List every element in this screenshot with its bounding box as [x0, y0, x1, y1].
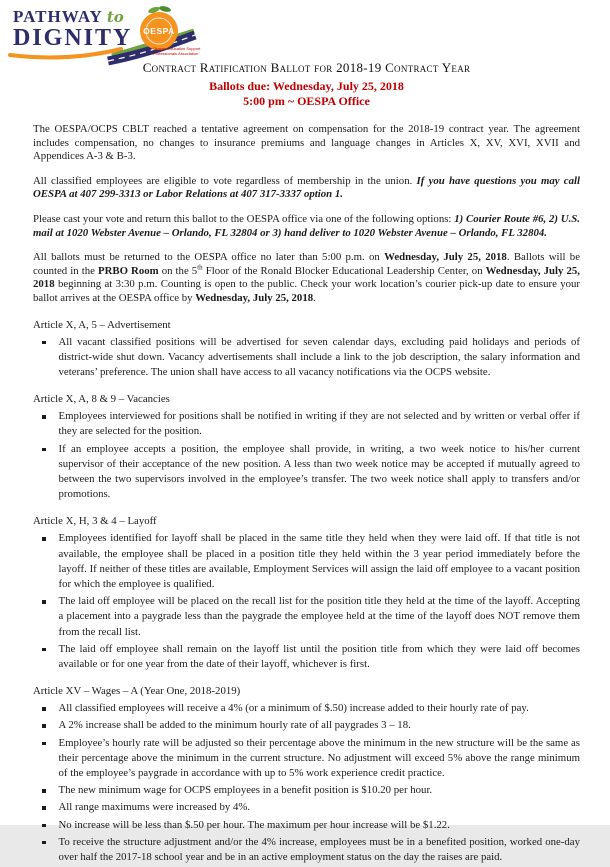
bullet-icon [42, 448, 46, 452]
logo-word-to: to [106, 8, 124, 26]
list-item [33, 409, 580, 439]
list-item [33, 800, 580, 815]
section-wages [33, 684, 580, 865]
bullet-icon [42, 824, 46, 828]
bullet-text: Employees identified for layoff shall be placed in the same title they held when they were laid off. If that title is not available, the employee shall be placed in a position title they held within the 3 year period immediately before the layoff. If neither of these titles are available, Employment Services will assign the laid off employee to a vacant position for which the employee is qualified. [58, 532, 580, 590]
list-item [33, 335, 580, 381]
list-item [33, 594, 580, 640]
bullet-text: Employee’s hourly rate will be adjusted so their percentage above the minimum in the new structure will be the same as their percentage above the minimum in the current structure. No adjustment will exceed 5% above the range minimum of the employee’s paygrade in accordance with up to 5% work experience credit practice. [58, 736, 580, 779]
bullet-text: No increase will be less than $.50 per hour. The maximum per hour increase will be $1.22. [58, 818, 450, 831]
bullet-text: The laid off employee will be placed on the recall list for the position title they held at the time of the layoff. Accepting a placement into a paygrade less than the paygrade the employee held at the time of the layoff does NOT remove them from the recall list. [58, 595, 580, 638]
list-item [33, 442, 580, 503]
bullet-text: If an employee accepts a position, the employee shall provide, in writing, a two week notice to his/her current supervisor of their acceptance of the new position. A less than two week notice may be accepted if mutually agreed to between the two supervisors involved in the employee’s transfer. The two week notice shall apply to transfers and/or promotions. [58, 442, 580, 501]
list-item [33, 783, 580, 798]
bullet-text: All vacant classified positions will be advertised for seven calendar days, excluding paid holidays and periods of district-wide shut down. Vacancy advertisements shall include a link to the job description, the salary information and veterans’ preference. The union shall have access to all vacancy notifications via the OCPS website. [58, 335, 580, 378]
section-layoff [33, 514, 580, 672]
list-item [33, 718, 580, 733]
bullet-icon [42, 341, 46, 345]
bullet-text: To receive the structure adjustment and/or the 4% increase, employees must be in a benefited position, worked one-day over half the 2017-18 school year and be in an active employment status on the day the raises are paid. [58, 835, 580, 864]
list-item [33, 701, 580, 716]
ballots-location-line: 5:00 pm ~ OESPA Office [243, 94, 370, 108]
list-item [33, 835, 580, 865]
bullet-icon [42, 742, 46, 746]
bullet-text: The laid off employee shall remain on the layoff list until the position title from which they were laid off becomes available or for one year from the date of their layoff, whichever is first. [58, 642, 580, 670]
bullet-text: All range maximums were increased by 4%. [58, 801, 251, 814]
bullet-icon [42, 789, 46, 793]
bullet-text: All classified employees will receive a 4% (or a minimum of $.50) increase added to their hourly rate of pay. [58, 702, 529, 715]
bullet-text: The new minimum wage for OCPS employees in a benefit position is $10.20 per hour. [58, 784, 433, 797]
intro-paragraph-2: All classified employees are eligible to vote regardless of membership in the union. If you have questions you may call OESPA at 407 299-3313 or Labor Relations at 407 317-3337 option 1. [33, 174, 580, 201]
bullet-text: Employees interviewed for positions shall be notified in writing if they are not selected and by written or verbal offer if they are selected for the position. [58, 410, 580, 438]
list-item [33, 642, 580, 672]
logo-tagline-line1: Orange Education Support [153, 46, 201, 51]
bullet-icon [42, 537, 46, 541]
bullet-icon [42, 841, 46, 845]
bullet-icon [42, 600, 46, 604]
section-vacancies [33, 392, 580, 502]
ballots-due-line: Ballots due: Wednesday, July 25, 2018 [209, 79, 404, 93]
bullet-text: A 2% increase shall be added to the minimum hourly rate of all paygrades 3 – 18. [58, 719, 411, 732]
bullet-icon [42, 707, 46, 711]
section-advertisement [33, 318, 580, 381]
logo-wordmark [13, 8, 132, 50]
intro-paragraph-1: The OESPA/OCPS CBLT reached a tentative agreement on compensation for the 2018-19 contract year. The agreement includes compensation, no changes to insurance premiums and language changes in Articles X, XV, XVI, XVII and Appendices A-3 & B-3. [33, 123, 580, 163]
document-content [33, 60, 580, 867]
section-heading: Article X, A, 5 – Advertisement [33, 318, 171, 331]
bullet-icon [42, 724, 46, 728]
page-title: Contract Ratification Ballot for 2018-19 Contract Year [142, 60, 471, 75]
oespa-badge-label: OESPA [143, 26, 175, 36]
bullet-icon [42, 806, 46, 810]
logo-word-dignity: DIGNITY [13, 25, 133, 51]
section-heading: Article XV – Wages – A (Year One, 2018-2019) [33, 685, 241, 698]
logo-word-pathway: PATHWAY [13, 7, 103, 26]
intro-paragraph-3: Please cast your vote and return this ballot to the OESPA office via one of the following options: 1) Courier Route #6, 2) U.S. mail at 1020 Webster Avenue – Orlando, FL 32804 or 3) hand deliver to 1020 Webster Avenue – Orlando, FL 32804. [33, 212, 580, 239]
bullet-icon [42, 648, 46, 652]
list-item [33, 531, 580, 592]
bullet-icon [42, 415, 46, 419]
logo-tagline-line2: Professionals Association [153, 51, 199, 56]
list-item [33, 818, 580, 833]
leaf-icon [159, 5, 172, 13]
intro-paragraph-4: All ballots must be returned to the OESPA office no later than 5:00 p.m. on Wednesday, July 25, 2018. Ballots will be counted in the PRBO Room on the 5th Floor of the Ronald Blocker Educational Leadership Center, on Wednesday, July 25, 2018 beginning at 3:30 p.m. Counting is open to the public. Check your work location’s courier pick-up date to ensure your ballot arrives at the OESPA office by Wednesday, July 25, 2018. [33, 251, 581, 304]
pathway-to-dignity-logo [8, 4, 201, 60]
section-heading: Article X, H, 3 & 4 – Layoff [33, 515, 157, 528]
section-heading: Article X, A, 8 & 9 – Vacancies [33, 393, 170, 406]
list-item [33, 736, 580, 782]
